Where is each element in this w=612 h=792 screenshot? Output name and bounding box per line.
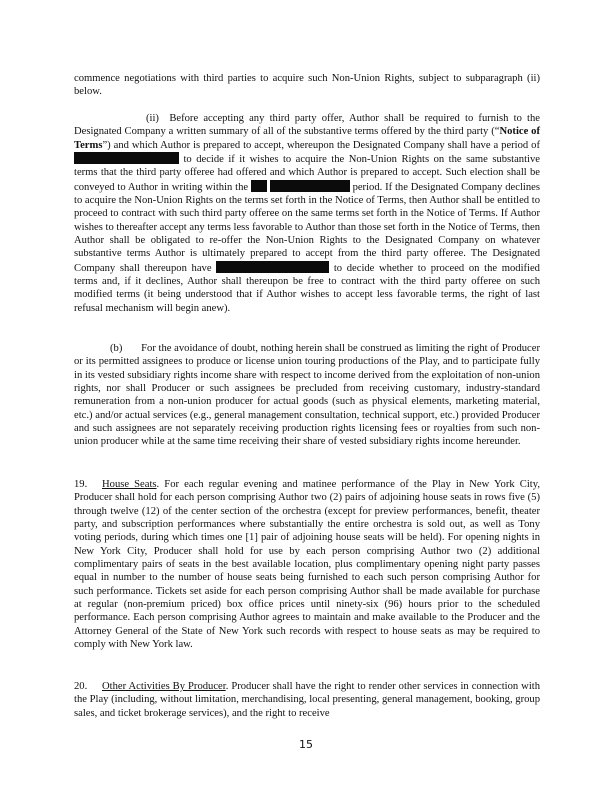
subsection-b xyxy=(74,342,540,449)
redaction-box xyxy=(74,152,179,164)
subparagraph-ii-text-1: Before accepting any third party offer, Author shall be required to furnish to the Designated Company a written summary of all of the substantive terms offered by the third party (“ xyxy=(74,113,541,138)
section-19-heading: House Seats xyxy=(102,479,157,490)
notice-of-terms-term: Notice of Terms xyxy=(74,126,541,151)
subsection-b-text: For the avoidance of doubt, nothing herein shall be construed as limiting the right of Producer or its permitted assignees to produce or license union touring productions of the Play, and to participate fully in its vested subsidiary rights income share with respect to income derived from the exploitation of non-union rights, nor shall Producer or such assignees be precluded from receiving customary, industry-standard remuneration from a non-union producer for actual goods (such as physical elements, marketing material, etc.) and/or actual services (e.g., general management consultation, technical support, etc.) provided Producer and such assignees are not separately receiving production rights licensing fees or royalties from such non-union producer while at the same time receiving their share of vested subsidiary rights income hereunder. xyxy=(74,343,540,448)
section-19-number: 19. xyxy=(74,479,88,490)
subparagraph-ii-text-4: period. If the Designated Company declines to acquire the Non-Union Rights on the terms set forth in the Notice of Terms, then Author shall be entitled to proceed to contract with such third party offeree on the same terms set forth in the Notice of Terms. If Author wishes to thereafter accept any terms less favorable to Author than those set forth in the Notice of Terms, then Author shall be obligated to re-offer the Non-Union Rights to the Designated Company on whatever substantive terms Author is ultimately prepared to accept from the third party offeree. The Designated Company shall thereupon have xyxy=(74,181,540,274)
subsection-b-label: (b) xyxy=(110,343,123,354)
continuation-text: commence negotiations with third parties to acquire such Non-Union Rights, subject to subparagraph (ii) below. xyxy=(74,73,540,98)
redaction-box xyxy=(216,261,329,273)
section-19-house-seats xyxy=(74,478,540,651)
redaction-box xyxy=(270,180,350,192)
redaction-box xyxy=(251,180,267,192)
page-number: 15 xyxy=(299,738,313,751)
subparagraph-ii-text-2: ”) and which Author is prepared to accept, whereupon the Designated Company shall have a period of xyxy=(102,139,540,151)
subparagraph-ii-text-5: to decide whether to proceed on the modified terms and, if it declines, Author shall thereupon be free to contract with the third party offeree on such modified terms (it being understood that if Author wishes to accept less favorable terms, the right of last refusal mechanism will begin anew). xyxy=(74,262,540,314)
section-20-text: . Producer shall have the right to render other services in connection with the Play (including, without limitation, merchandising, local presenting, general management, booking, group sales, and ticket brokerage services), and the right to receive xyxy=(74,681,540,719)
subparagraph-ii xyxy=(74,112,540,315)
subparagraph-ii-text-3: to decide if it wishes to acquire the Non-Union Rights on the same substantive terms that the third party offeree had offered and which Author is prepared to accept. Such election shall be conveyed to Author in writing within the xyxy=(74,154,540,193)
section-20-other-activities xyxy=(74,680,540,720)
section-20-number: 20. xyxy=(74,681,88,692)
subparagraph-ii-label: (ii) xyxy=(146,113,159,124)
section-20-heading: Other Activities By Producer xyxy=(102,681,226,692)
section-19-text: . For each regular evening and matinee performance of the Play in New York City, Producer shall hold for each person comprising Author two (2) pairs of adjoining house seats in rows five (5) through twelve (12) of the center section of the orchestra (except for preview performances, benefit, theater party, and subscription performances where substantially the entire orchestra is sold out, as well as Tony voting periods, during which times one [1] pair of adjoining house seats will be held). For opening nights in New York City, Producer shall hold for use by each person comprising Author two (2) additional complimentary pairs of seats in the best available location, plus complimentary opening night party passes equal in number to the number of house seats being furnished to each such person comprising Author for such performance. Tickets set aside for each person comprising Author shall be made available for purchase at regular (non-premium priced) box office prices until ninety-six (96) hours prior to the scheduled performance. Each person comprising Author agrees to maintain and make available to the Producer and the Attorney General of the State of New York such records with respect to house seats as may be required to comply with New York law. xyxy=(74,479,540,651)
paragraph-continuation xyxy=(74,72,540,99)
